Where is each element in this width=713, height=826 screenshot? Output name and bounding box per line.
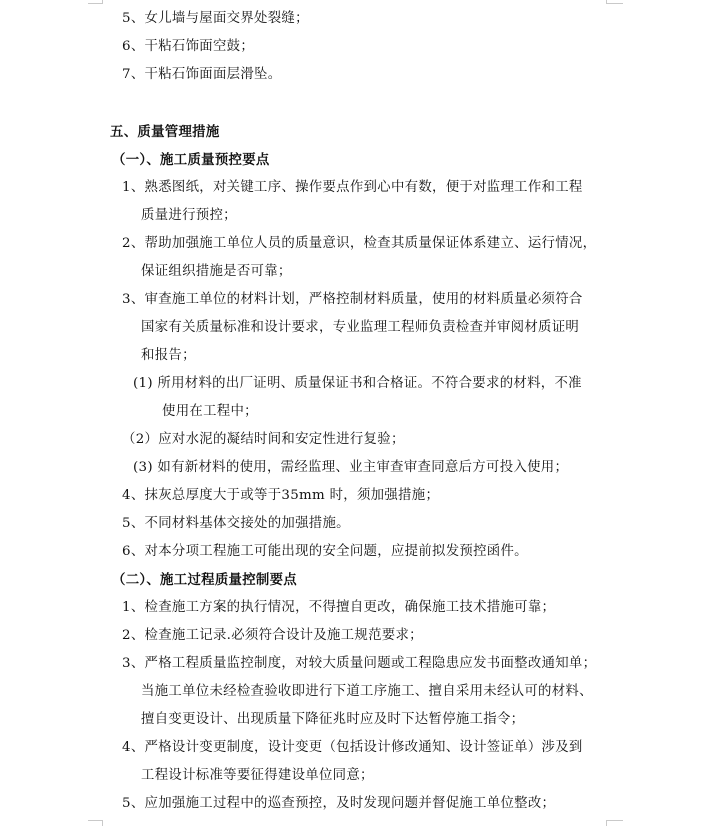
list-item: 2、帮助加强施工单位人员的质量意识，检查其质量保证体系建立、运行情况，: [122, 236, 597, 251]
section-heading: 五、质量管理措施: [110, 124, 220, 140]
list-item: 1、检查施工方案的执行情况，不得擅自更改，确保施工技术措施可靠；: [122, 600, 556, 615]
list-item: 5、不同材料基体交接处的加强措施。: [122, 516, 350, 531]
list-item-continuation: 当施工单位未经检查验收即进行下道工序施工、擅自采用未经认可的材料、: [141, 684, 593, 699]
crop-mark-bottom-right: [606, 820, 623, 826]
list-item-continuation: 和报告；: [141, 348, 196, 363]
list-item: 3、审查施工单位的材料计划，严格控制材料质量，使用的材料质量必须符合: [122, 292, 583, 307]
list-item: 4、严格设计变更制度，设计变更（包括设计修改通知、设计签证单）涉及到: [122, 740, 583, 755]
list-item-continuation: 工程设计标准等要征得建设单位同意；: [141, 768, 374, 783]
list-item: 3、严格工程质量监控制度，对较大质量问题或工程隐患应发书面整改通知单；: [122, 656, 597, 671]
list-item: 5、女儿墙与屋面交界处裂缝；: [122, 11, 309, 26]
sub-list-item-continuation: 使用在工程中；: [162, 404, 258, 419]
sub-list-item: (3) 如有新材料的使用，需经监理、业主审查审查同意后方可投入使用；: [133, 460, 569, 475]
list-item: 5、应加强施工过程中的巡查预控，及时发现问题并督促施工单位整改；: [122, 796, 556, 811]
list-item: 2、检查施工记录.必须符合设计及施工规范要求；: [122, 628, 423, 643]
list-item: 7、干粘石饰面面层滑坠。: [122, 67, 282, 82]
crop-mark-top-right: [606, 0, 623, 4]
crop-mark-top-left: [88, 0, 103, 4]
list-item: 4、抹灰总厚度大于或等于35mm 时，须加强措施；: [122, 488, 440, 503]
sub-list-item: （2）应对水泥的凝结时间和安定性进行复验；: [122, 432, 405, 447]
list-item: 6、干粘石饰面空鼓；: [122, 39, 255, 54]
crop-mark-bottom-left: [88, 820, 103, 826]
list-item-continuation: 保证组织措施是否可靠；: [141, 264, 292, 279]
list-item-continuation: 质量进行预控；: [141, 208, 237, 223]
list-item-continuation: 擅自变更设计、出现质量下降征兆时应及时下达暂停施工指令；: [141, 712, 525, 727]
list-item: 1、熟悉图纸，对关键工序、操作要点作到心中有数，便于对监理工作和工程: [122, 180, 583, 195]
subsection-heading: （一）、施工质量预控要点: [112, 152, 270, 168]
list-item: 6、对本分项工程施工可能出现的安全问题，应提前拟发预控函件。: [122, 544, 528, 559]
list-item-continuation: 国家有关质量标准和设计要求，专业监理工程师负责检查并审阅材质证明: [141, 320, 580, 335]
subsection-heading: （二）、施工过程质量控制要点: [112, 572, 297, 588]
sub-list-item: (1) 所用材料的出厂证明、质量保证书和合格证。不符合要求的材料，不准: [133, 376, 582, 391]
